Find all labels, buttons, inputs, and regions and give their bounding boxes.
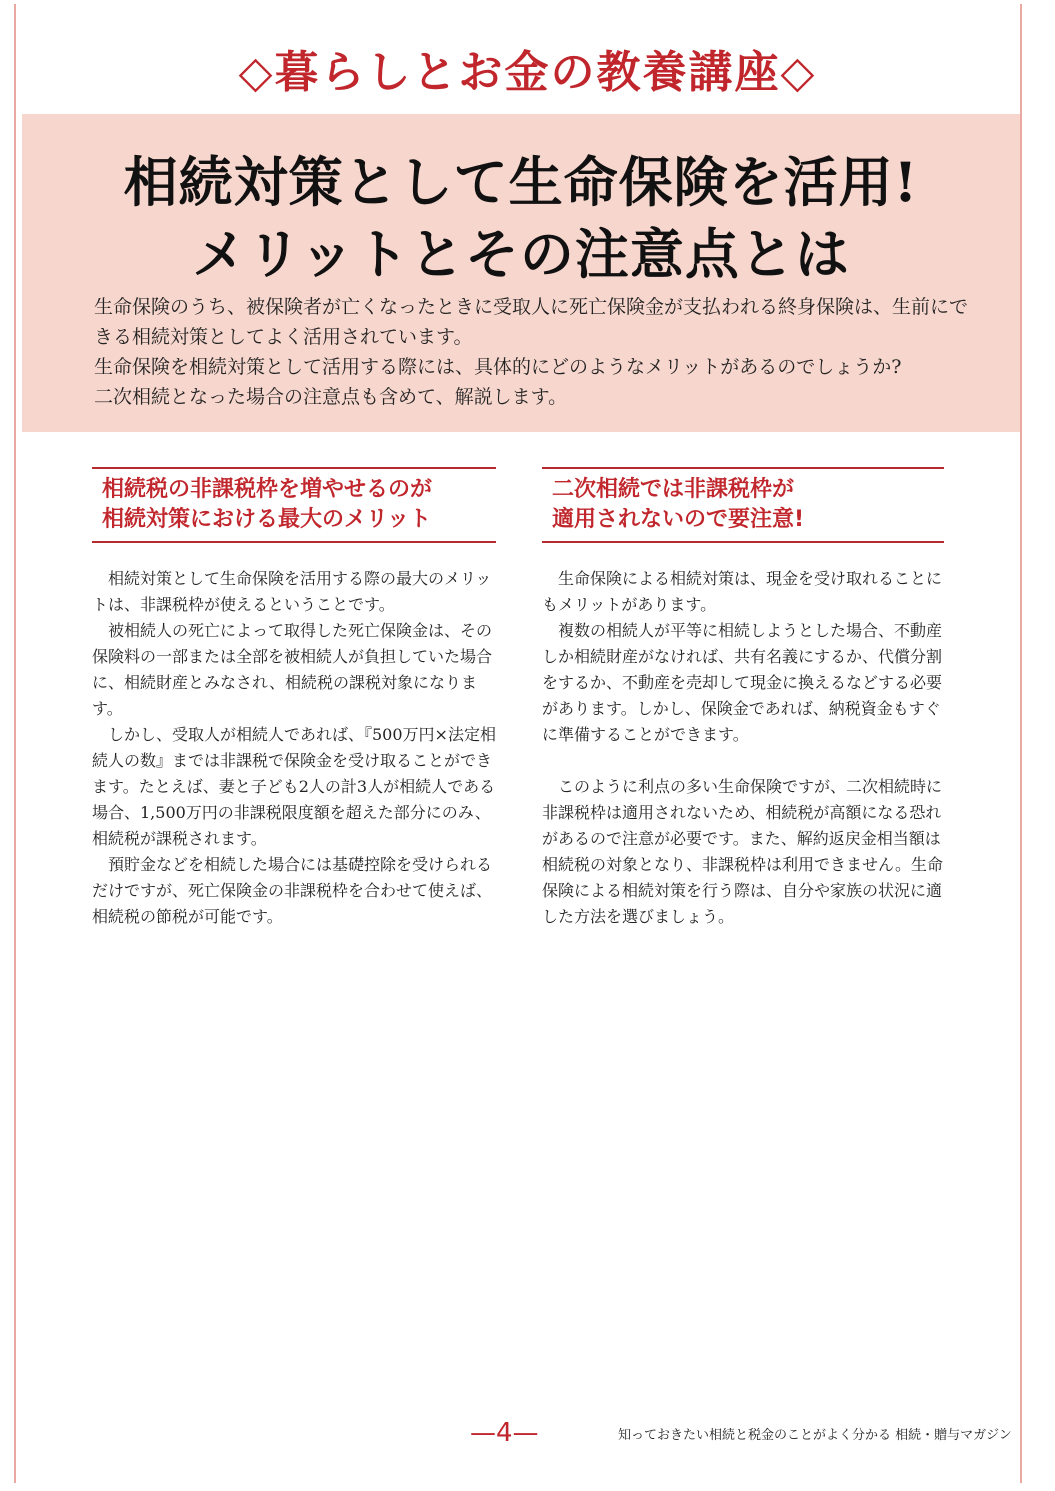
left-section-body bbox=[92, 566, 497, 930]
lead-text bbox=[94, 292, 974, 412]
right-section-body bbox=[542, 566, 944, 930]
left-heading-line-1: 相続税の非課税枠を増やせるのが bbox=[102, 477, 433, 502]
page-number: —4— bbox=[470, 1418, 539, 1448]
body-paragraph: このように利点の多い生命保険ですが、二次相続時に非課税枠は適用されないため、相続税が高額になる恐れがあるので注意が必要です。また、解約返戻金相当額は相続税の対象となり、非課税枠は利用できません。生命保険による相続対策を行う際は、自分や家族の状況に適した方法を選びましょう。 bbox=[542, 777, 943, 926]
hero-banner bbox=[22, 114, 1020, 432]
headline-line-1: 相続対策として生命保険を活用! bbox=[123, 150, 919, 214]
left-heading-line-2: 相続対策における最大のメリット bbox=[102, 507, 432, 532]
right-heading-line-1: 二次相続では非課税枠が bbox=[552, 477, 795, 502]
right-section-heading bbox=[542, 467, 944, 543]
body-paragraph: 複数の相続人が平等に相続しようとした場合、不動産しか相続財産がなければ、共有名義にするか、代償分割をするか、不動産を売却して現金に換えるなどする必要があります。しかし、保険金であれば、納税資金もすぐに準備することができます。 bbox=[542, 621, 943, 744]
series-title: ◇暮らしとお金の教養講座◇ bbox=[238, 47, 817, 98]
body-paragraph: 被相続人の死亡によって取得した死亡保険金は、その保険料の一部または全部を被相続人が負担していた場合に、相続財産とみなされ、相続税の課税対象になります。 bbox=[92, 621, 493, 718]
left-section-heading bbox=[92, 467, 496, 543]
right-heading-line-2: 適用されないので要注意! bbox=[552, 507, 805, 532]
body-paragraph: 生命保険による相続対策は、現金を受け取れることにもメリットがあります。 bbox=[542, 569, 943, 614]
body-paragraph: 預貯金などを相続した場合には基礎控除を受けられるだけですが、死亡保険金の非課税枠を合わせて使えば、相続税の節税が可能です。 bbox=[92, 855, 493, 926]
lead-paragraph: 二次相続となった場合の注意点も含めて、解説します。 bbox=[94, 386, 568, 408]
lead-paragraph: 生命保険のうち、被保険者が亡くなったときに受取人に死亡保険金が支払われる終身保険は、生前にできる相続対策としてよく活用されています。 bbox=[94, 296, 969, 348]
headline-line-2: メリットとその注意点とは bbox=[192, 222, 850, 286]
body-paragraph: 相続対策として生命保険を活用する際の最大のメリットは、非課税枠が使えるということです。 bbox=[92, 569, 492, 614]
lead-paragraph: 生命保険を相続対策として活用する際には、具体的にどのようなメリットがあるのでしょうか? bbox=[94, 356, 902, 378]
footer-caption: 知っておきたい相続と税金のことがよく分かる 相続・贈与マガジン bbox=[618, 1428, 1012, 1443]
body-paragraph: しかし、受取人が相続人であれば、『500万円×法定相続人の数』までは非課税で保険金を受け取ることができます。たとえば、妻と子ども2人の計3人が相続人である場合、1,500万円の非課税限度額を超えた部分にのみ、相続税が課税されます。 bbox=[92, 725, 496, 848]
